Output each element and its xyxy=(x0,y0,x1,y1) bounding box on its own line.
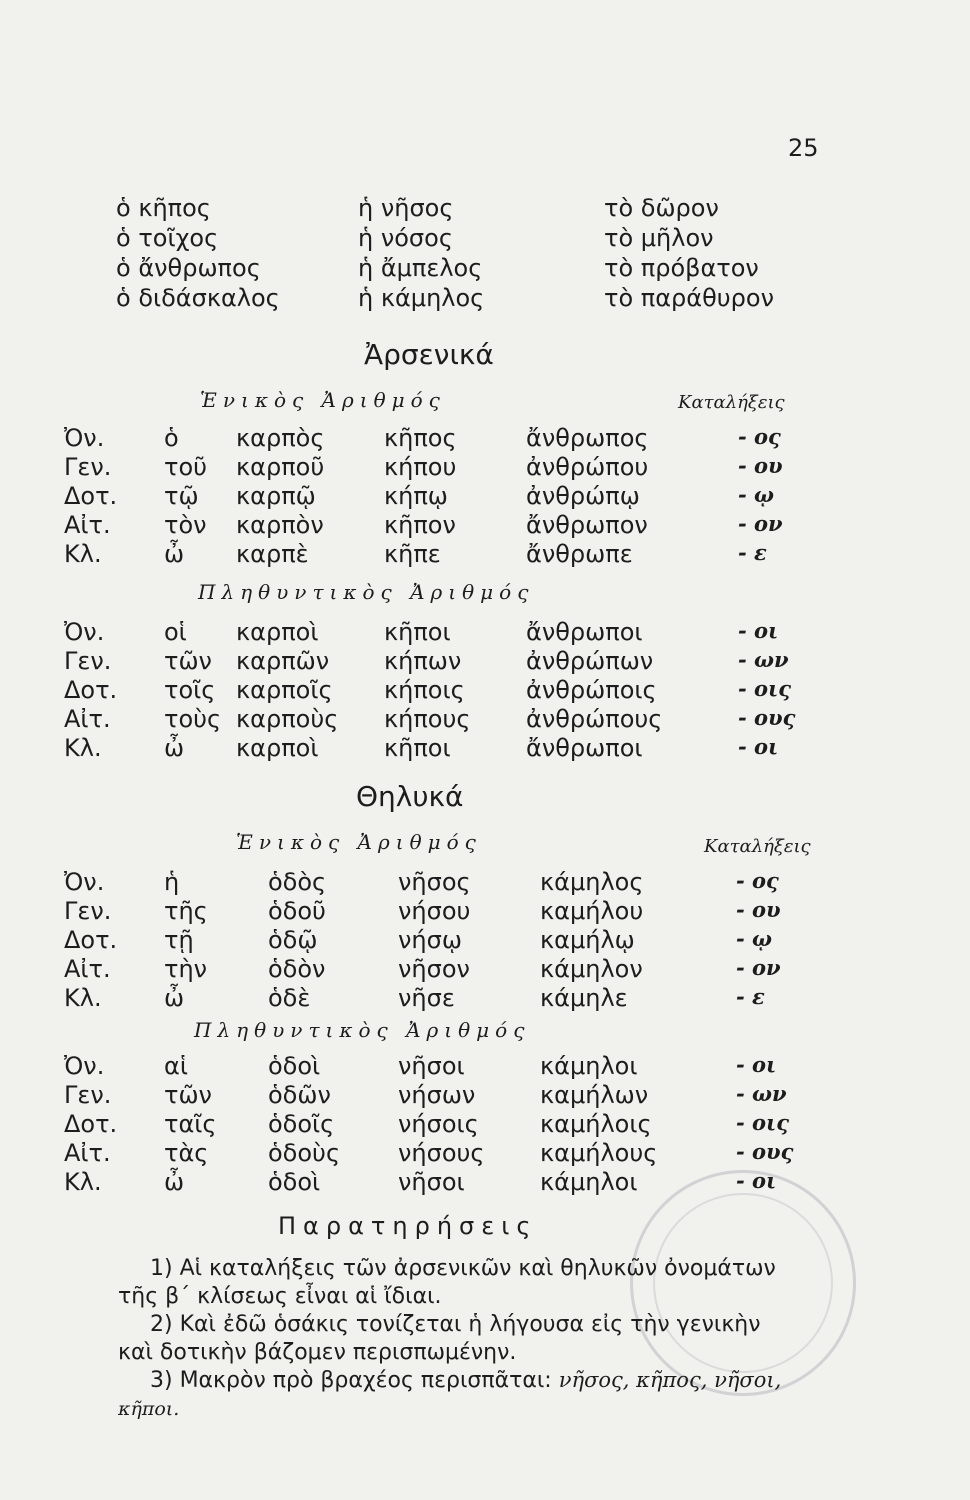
table-cell-w1: καρποῦ xyxy=(236,453,325,481)
table-cell-end: - ου xyxy=(736,897,781,922)
table-cell-art: τῷ xyxy=(164,482,199,510)
table-cell-end: - ον xyxy=(738,511,783,536)
observation-3b: κῆποι. xyxy=(118,1398,180,1420)
table-cell-w3: καμήλους xyxy=(540,1139,658,1167)
table-cell-w1: ὁδῶν xyxy=(268,1081,331,1109)
table-cell-art: ὦ xyxy=(164,734,185,762)
table-cell-end: - οι xyxy=(738,734,779,759)
table-cell-case: Δοτ. xyxy=(64,482,118,510)
table-cell-case: Κλ. xyxy=(64,734,102,762)
table-cell-w1: καρπῷ xyxy=(236,482,316,510)
table-cell-art: ὁ xyxy=(164,424,179,452)
table-cell-w2: νῆσοι xyxy=(398,1168,465,1196)
table-cell-w2: κῆπε xyxy=(384,540,441,568)
table-cell-end: - οι xyxy=(736,1168,777,1193)
observation-2b: καὶ δοτικὴν βάζομεν περισπωμένην. xyxy=(118,1340,517,1365)
table-cell-end: - ον xyxy=(736,955,781,980)
observation-1b: τῆς β΄ κλίσεως εἶναι αἱ ἴδιαι. xyxy=(118,1284,442,1309)
table-cell-art: τοῦ xyxy=(164,453,208,481)
table-cell-w2: κῆπος xyxy=(384,424,457,452)
table-cell-w2: κήπους xyxy=(384,705,471,733)
example-col3-item: τὸ πρόβατον xyxy=(604,254,759,282)
table-cell-art: ὦ xyxy=(164,984,185,1012)
observation-3a xyxy=(150,1368,781,1393)
table-cell-w3: ἄνθρωπος xyxy=(526,424,649,452)
table-cell-w1: ὁδὸς xyxy=(268,868,327,896)
table-cell-art: ταῖς xyxy=(164,1110,217,1138)
table-cell-end: - ος xyxy=(736,868,779,893)
table-cell-w1: ὁδὲ xyxy=(268,984,311,1012)
plural-label-feminine: Πληθυντικὸς Ἀριθμός xyxy=(194,1018,531,1042)
table-cell-w2: κῆποι xyxy=(384,618,451,646)
example-col1-item: ὁ τοῖχος xyxy=(116,224,219,252)
table-cell-case: Αἰτ. xyxy=(64,705,111,733)
table-cell-w3: ἄνθρωποι xyxy=(526,734,643,762)
table-cell-w3: κάμηλοι xyxy=(540,1052,638,1080)
table-cell-case: Αἰτ. xyxy=(64,511,111,539)
table-cell-case: Κλ. xyxy=(64,1168,102,1196)
page-number: 25 xyxy=(788,134,819,162)
table-cell-case: Δοτ. xyxy=(64,926,118,954)
table-cell-case: Γεν. xyxy=(64,897,112,925)
table-cell-end: - οι xyxy=(736,1052,777,1077)
plural-label-masculine: Πληθυντικὸς Ἀριθμός xyxy=(198,580,535,604)
example-col1-item: ὁ ἄνθρωπος xyxy=(116,254,261,282)
table-cell-end: - ος xyxy=(738,424,781,449)
example-col3-item: τὸ παράθυρον xyxy=(604,284,774,312)
table-cell-case: Ὀν. xyxy=(64,1052,105,1080)
table-cell-case: Ὀν. xyxy=(64,618,105,646)
table-cell-w2: κήπου xyxy=(384,453,457,481)
table-cell-w1: καρποὺς xyxy=(236,705,339,733)
table-cell-w2: νῆσος xyxy=(398,868,471,896)
table-cell-w3: ἀνθρώποις xyxy=(526,676,657,704)
table-cell-case: Αἰτ. xyxy=(64,1139,111,1167)
table-cell-end: - ῳ xyxy=(738,482,775,507)
table-cell-w1: ὁδοὺς xyxy=(268,1139,341,1167)
endings-label-masculine: Καταλήξεις xyxy=(678,392,785,413)
table-cell-art: τοῖς xyxy=(164,676,216,704)
table-cell-case: Αἰτ. xyxy=(64,955,111,983)
table-cell-w1: καρπὸς xyxy=(236,424,325,452)
table-cell-w3: ἄνθρωποι xyxy=(526,618,643,646)
table-cell-w3: ἀνθρώπων xyxy=(526,647,654,675)
table-cell-art: ἡ xyxy=(164,868,180,896)
example-col2-item: ἡ κάμηλος xyxy=(358,284,485,312)
table-cell-case: Γεν. xyxy=(64,453,112,481)
table-cell-end: - ου xyxy=(738,453,783,478)
table-cell-art: τῇ xyxy=(164,926,194,954)
table-cell-w3: καμήλου xyxy=(540,897,644,925)
section-title-masculine: Ἀρσενικά xyxy=(364,338,494,371)
table-cell-case: Ὀν. xyxy=(64,424,105,452)
table-cell-w2: κῆποι xyxy=(384,734,451,762)
table-cell-w2: νήσων xyxy=(398,1081,476,1109)
table-cell-art: τῶν xyxy=(164,1081,212,1109)
table-cell-end: - οις xyxy=(738,676,791,701)
table-cell-end: - οις xyxy=(736,1110,789,1135)
table-cell-case: Δοτ. xyxy=(64,676,118,704)
table-cell-w2: κῆπον xyxy=(384,511,456,539)
table-cell-w3: ἄνθρωπε xyxy=(526,540,633,568)
table-cell-w3: καμήλοις xyxy=(540,1110,652,1138)
table-cell-w3: ἀνθρώπου xyxy=(526,453,649,481)
example-col2-item: ἡ νῆσος xyxy=(358,194,454,222)
table-cell-w1: ὁδοὶ xyxy=(268,1168,321,1196)
table-cell-w3: κάμηλον xyxy=(540,955,643,983)
example-col2-item: ἡ νόσος xyxy=(358,224,453,252)
singular-label-masculine: Ἑνικὸς Ἀριθμός xyxy=(200,388,446,412)
table-cell-w3: κάμηλε xyxy=(540,984,628,1012)
table-cell-w1: ὁδοὶ xyxy=(268,1052,321,1080)
table-cell-art: οἱ xyxy=(164,618,187,646)
table-cell-w2: κήπων xyxy=(384,647,462,675)
table-cell-w3: ἄνθρωπον xyxy=(526,511,648,539)
table-cell-w1: ὁδῷ xyxy=(268,926,318,954)
section-title-feminine: Θηλυκά xyxy=(356,780,464,813)
table-cell-w3: καμήλῳ xyxy=(540,926,635,954)
table-cell-case: Ὀν. xyxy=(64,868,105,896)
table-cell-case: Γεν. xyxy=(64,647,112,675)
table-cell-end: - ε xyxy=(738,540,767,565)
table-cell-w1: καρπὸν xyxy=(236,511,324,539)
table-cell-w1: καρποὶ xyxy=(236,734,319,762)
table-cell-w3: καμήλων xyxy=(540,1081,649,1109)
table-cell-w2: νήσοις xyxy=(398,1110,479,1138)
table-cell-art: ὦ xyxy=(164,1168,185,1196)
example-col3-item: τὸ δῶρον xyxy=(604,194,719,222)
singular-label-feminine: Ἑνικὸς Ἀριθμός xyxy=(236,830,482,854)
table-cell-end: - ε xyxy=(736,984,765,1009)
table-cell-w2: κήπῳ xyxy=(384,482,448,510)
table-cell-case: Γεν. xyxy=(64,1081,112,1109)
table-cell-end: - ων xyxy=(736,1081,787,1106)
table-cell-w1: καρποὶ xyxy=(236,618,319,646)
table-cell-end: - ους xyxy=(738,705,796,730)
example-col3-item: τὸ μῆλον xyxy=(604,224,714,252)
table-cell-art: τῆς xyxy=(164,897,208,925)
table-cell-end: - ων xyxy=(738,647,789,672)
table-cell-art: τῶν xyxy=(164,647,212,675)
table-cell-w2: κήποις xyxy=(384,676,465,704)
table-cell-w1: καρπῶν xyxy=(236,647,330,675)
table-cell-w2: νῆσοι xyxy=(398,1052,465,1080)
table-cell-w2: νήσου xyxy=(398,897,471,925)
observation-1a: 1) Αἱ καταλήξεις τῶν ἀρσενικῶν καὶ θηλυκῶν ὀνομάτων xyxy=(150,1256,776,1281)
table-cell-end: - ους xyxy=(736,1139,794,1164)
example-col2-item: ἡ ἄμπελος xyxy=(358,254,483,282)
observation-3-examples: νῆσος, κῆπος, νῆσοι, xyxy=(558,1368,782,1392)
library-stamp xyxy=(630,1170,856,1396)
table-cell-w2: νῆσον xyxy=(398,955,470,983)
table-cell-w1: ὁδοῖς xyxy=(268,1110,335,1138)
table-cell-case: Δοτ. xyxy=(64,1110,118,1138)
observations-title: Παρατηρήσεις xyxy=(278,1212,538,1240)
table-cell-w1: καρποῖς xyxy=(236,676,333,704)
table-cell-art: ὦ xyxy=(164,540,185,568)
table-cell-end: - ῳ xyxy=(736,926,773,951)
table-cell-w1: ὁδὸν xyxy=(268,955,326,983)
example-col1-item: ὁ κῆπος xyxy=(116,194,211,222)
table-cell-w3: ἀνθρώπῳ xyxy=(526,482,640,510)
table-cell-art: τὸν xyxy=(164,511,207,539)
table-cell-w3: κάμηλοι xyxy=(540,1168,638,1196)
table-cell-art: τὴν xyxy=(164,955,208,983)
endings-label-feminine: Καταλήξεις xyxy=(704,836,811,857)
table-cell-w1: ὁδοῦ xyxy=(268,897,326,925)
table-cell-w1: καρπὲ xyxy=(236,540,309,568)
table-cell-case: Κλ. xyxy=(64,540,102,568)
table-cell-art: αἱ xyxy=(164,1052,188,1080)
observation-3-text: 3) Μακρὸν πρὸ βραχέος περισπᾶται: xyxy=(150,1368,552,1393)
table-cell-w2: νήσους xyxy=(398,1139,485,1167)
table-cell-w2: νῆσε xyxy=(398,984,455,1012)
table-cell-w3: ἀνθρώπους xyxy=(526,705,663,733)
table-cell-w2: νήσῳ xyxy=(398,926,462,954)
table-cell-end: - οι xyxy=(738,618,779,643)
example-col1-item: ὁ διδάσκαλος xyxy=(116,284,280,312)
table-cell-art: τὰς xyxy=(164,1139,209,1167)
table-cell-w3: κάμηλος xyxy=(540,868,644,896)
observation-2a: 2) Καὶ ἐδῶ ὁσάκις τονίζεται ἡ λήγουσα εἰς τὴν γενικὴν xyxy=(150,1312,761,1337)
table-cell-case: Κλ. xyxy=(64,984,102,1012)
table-cell-art: τοὺς xyxy=(164,705,222,733)
